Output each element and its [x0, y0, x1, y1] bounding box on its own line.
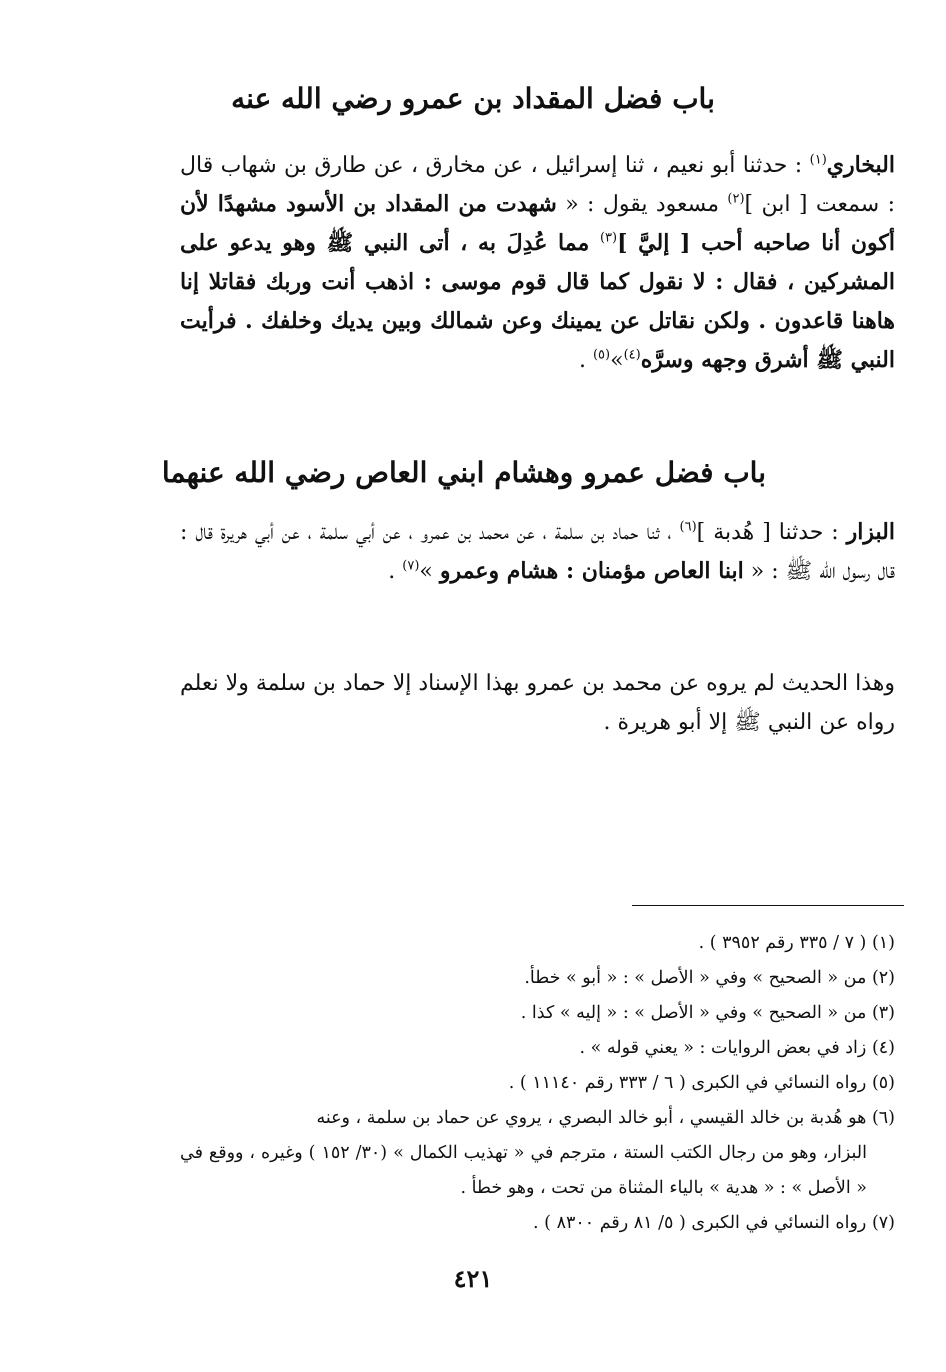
footnote-number: (٦)	[871, 1108, 895, 1128]
narrator-bukhari: البخاري	[826, 152, 895, 178]
footnote-number: (٥)	[871, 1073, 895, 1093]
isnad-text-a: : حدثنا أبو نعيم ، ثنا إسرائيل ، عن مخارق ، عن طارق بن شهاب قال : سمعت [ ابن ]	[180, 153, 896, 217]
footnote-ref-2[interactable]: (٢)	[727, 191, 745, 207]
matn-bold-a: ابنا العاص مؤمنان : هشام وعمرو	[439, 558, 744, 584]
footnote-separator	[632, 905, 904, 906]
footnote-2	[180, 961, 895, 996]
footnote-text: رواه النسائي في الكبرى ( ٥/ ٨١ رقم ٨٣٠٠ ) .	[533, 1213, 867, 1233]
footnote-ref-4[interactable]: (٤)	[623, 347, 641, 363]
footnote-text: رواه النسائي في الكبرى ( ٦ / ٣٣٣ رقم ١١١٤٠ ) .	[508, 1073, 867, 1093]
bazzar-comment: وهذا الحديث لم يروه عن محمد بن عمرو بهذا الإسناد إلا حماد بن سلمة ولا نعلم رواه عن النبي ﷺ إلا أبو هريرة .	[180, 671, 895, 735]
footnote-number: (٤)	[871, 1038, 895, 1058]
footnote-3	[180, 996, 895, 1031]
matn-bold-a: شهدت من المقداد بن الأسود مشهدًا لأن أكون أنا صاحبه أحب [ إليَّ ]	[180, 191, 896, 256]
isnad-text-b: ، ثنا حماد بن سلمة ، عن محمد بن عمرو ، عن أبي سلمة ، عن أبي هريرة قال : قال رسول الله ﷺ : «	[180, 520, 895, 584]
footnote-text: ( ٧ / ٣٣٥ رقم ٣٩٥٢ ) .	[698, 933, 867, 953]
footnote-1	[180, 926, 895, 961]
footnote-text: من « الصحيح » وفي « الأصل » : « أبو » خطأ.	[524, 968, 867, 988]
footnote-number: (٢)	[871, 968, 895, 988]
quote-close: »	[419, 559, 440, 584]
footnote-6	[180, 1101, 895, 1206]
narrator-bazzar: البزار	[846, 519, 896, 545]
footnote-text: هو هُدبة بن خالد القيسي ، أبو خالد البصري ، يروي عن حماد بن سلمة ، وعنه	[316, 1108, 867, 1128]
hadith-bazzar	[180, 513, 933, 591]
footnote-number: (٣)	[871, 1003, 895, 1023]
page-number: ٤٢١	[453, 1264, 493, 1293]
footnote-ref-5[interactable]: (٥)	[592, 347, 611, 363]
isnad-text-a: : حدثنا [ هُدبة ]	[696, 520, 847, 545]
hadith-bukhari	[180, 146, 933, 380]
footnote-ref-3[interactable]: (٣)	[599, 230, 618, 246]
footnote-text-continued: البزار، وهو من رجال الكتب الستة ، مترجم في « تهذيب الكمال » (٣٠/ ١٥٢ ) وغيره ، ووقع في « الأصل » : « هدية » بالياء المثناة من تحت ، وهو خطأ .	[180, 1143, 867, 1198]
quote-close: »	[610, 348, 624, 373]
footnotes-list	[180, 926, 895, 1241]
footnote-ref-7[interactable]: (٧)	[402, 558, 420, 574]
footnote-4	[180, 1031, 895, 1066]
footnote-5	[180, 1066, 895, 1101]
footnote-ref-1[interactable]: (١)	[809, 152, 827, 168]
footnote-ref-6[interactable]: (٦)	[679, 519, 697, 535]
footnote-text: زاد في بعض الروايات : « يعني قوله » .	[579, 1038, 867, 1058]
matn-bold-b: مما عُدِلَ به ، أتى النبي ﷺ وهو يدعو على المشركين ، فقال : لا نقول كما قال قوم موسى : اذهب أنت وربك فقاتلا إنا هاهنا قاعدون . ولكن نقاتل عن يمينك وعن شمالك وبين يديك وخلفك . فرأيت النبي ﷺ أشرق وجهه وسرَّه	[180, 230, 895, 373]
chapter-title-miqdad: باب فضل المقداد بن عمرو رضي الله عنه	[231, 82, 715, 115]
footnote-number: (٧)	[871, 1213, 895, 1233]
footnote-number: (١)	[871, 933, 895, 953]
period: .	[578, 348, 593, 373]
period: .	[388, 559, 403, 584]
chapter-title-amr-hisham: باب فضل عمرو وهشام ابني العاص رضي الله عنهما	[161, 456, 766, 489]
isnad-text-b: مسعود يقول : «	[556, 192, 728, 217]
footnote-text: من « الصحيح » وفي « الأصل » : « إليه » كذا .	[520, 1003, 867, 1023]
footnote-7	[180, 1206, 895, 1241]
